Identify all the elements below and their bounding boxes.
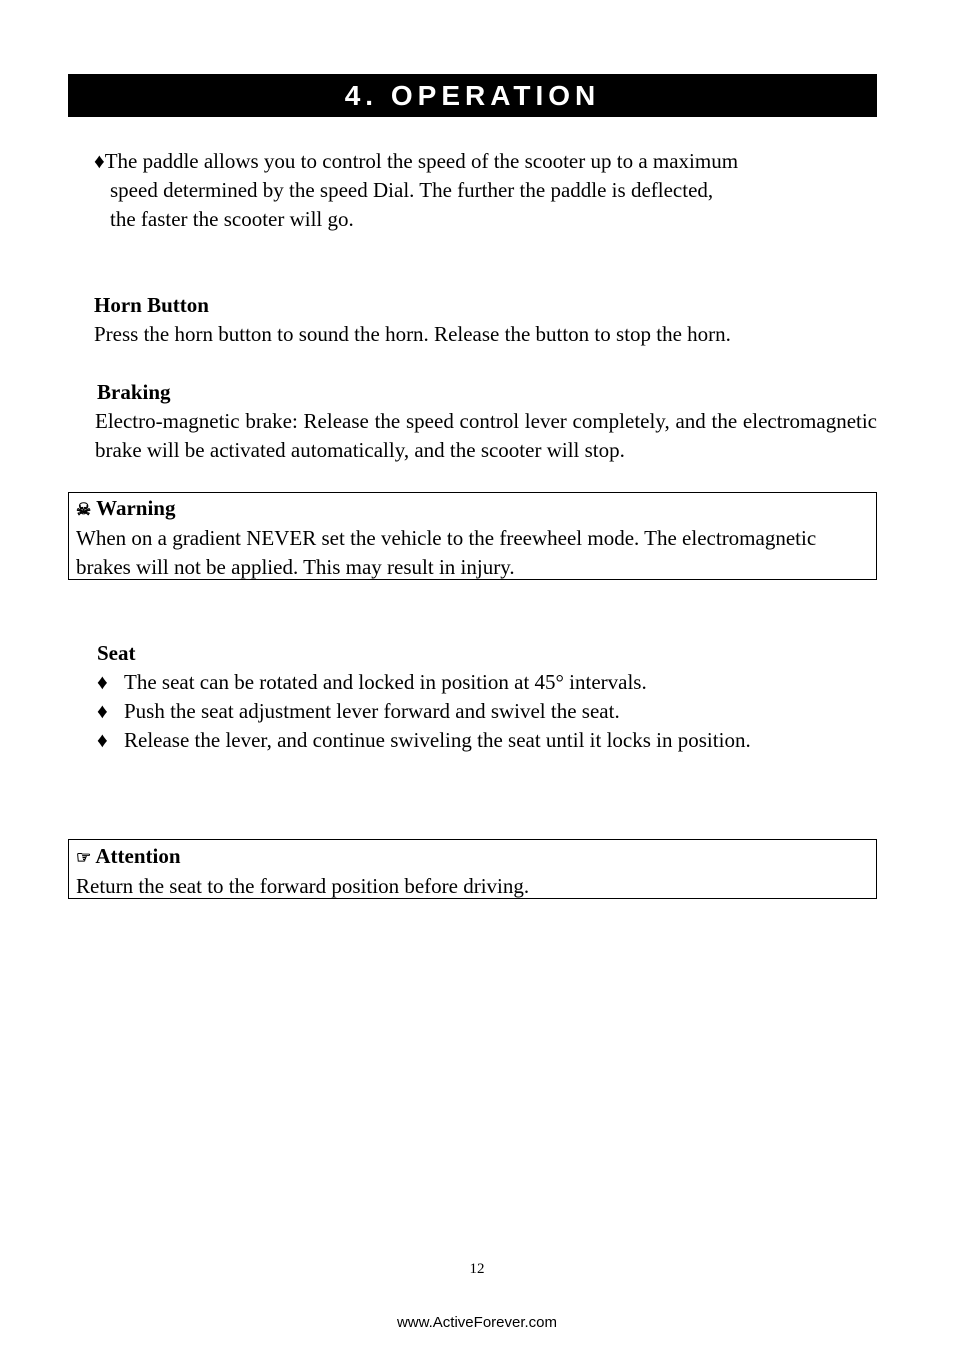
warning-text: When on a gradient NEVER set the vehicle to the freewheel mode. The electromagnetic brakes will not be applied. This may result in injury. bbox=[76, 526, 817, 579]
list-item bbox=[97, 697, 751, 726]
attention-heading: Attention bbox=[95, 844, 181, 868]
horn-heading: Horn Button bbox=[94, 293, 209, 317]
seat-item-text: The seat can be rotated and locked in position at 45° intervals. bbox=[124, 670, 647, 694]
attention-text: Return the seat to the forward position before driving. bbox=[76, 874, 530, 898]
diamond-bullet-icon: ♦ bbox=[97, 728, 108, 752]
attention-box bbox=[68, 839, 877, 899]
braking-text: Electro-magnetic brake: Release the speed control lever completely, and the electromagnetic brake will be activated automatically, and the scooter will stop. bbox=[95, 409, 877, 462]
diamond-bullet-icon: ♦ bbox=[97, 670, 108, 694]
intro-line-1 bbox=[94, 147, 738, 176]
warning-title bbox=[76, 494, 869, 524]
intro-line-2: speed determined by the speed Dial. The further the paddle is deflected, bbox=[110, 178, 714, 202]
section-title: 4. OPERATION bbox=[344, 79, 601, 111]
diamond-bullet-icon: ♦ bbox=[97, 699, 108, 723]
warning-heading: Warning bbox=[96, 496, 176, 520]
braking-heading: Braking bbox=[97, 380, 171, 404]
seat-item-text: Release the lever, and continue swiveling the seat until it locks in position. bbox=[124, 728, 751, 752]
intro-text-1: The paddle allows you to control the speed of the scooter up to a maximum bbox=[104, 149, 739, 173]
pointing-hand-icon: ☞ bbox=[76, 848, 92, 867]
list-item bbox=[97, 668, 751, 697]
seat-item-text: Push the seat adjustment lever forward and swivel the seat. bbox=[124, 699, 620, 723]
section-title-banner bbox=[68, 74, 877, 117]
skull-icon: ☠ bbox=[76, 500, 92, 519]
seat-list bbox=[97, 668, 751, 755]
intro-line-3: the faster the scooter will go. bbox=[110, 207, 354, 231]
footer-url: www.ActiveForever.com bbox=[396, 1314, 558, 1331]
attention-title bbox=[76, 842, 869, 872]
horn-text: Press the horn button to sound the horn. Release the button to stop the horn. bbox=[94, 322, 731, 346]
diamond-bullet-icon: ♦ bbox=[94, 149, 105, 173]
list-item bbox=[97, 726, 751, 755]
seat-heading: Seat bbox=[97, 641, 136, 665]
warning-box bbox=[68, 492, 877, 580]
page-number: 12 bbox=[469, 1261, 485, 1277]
